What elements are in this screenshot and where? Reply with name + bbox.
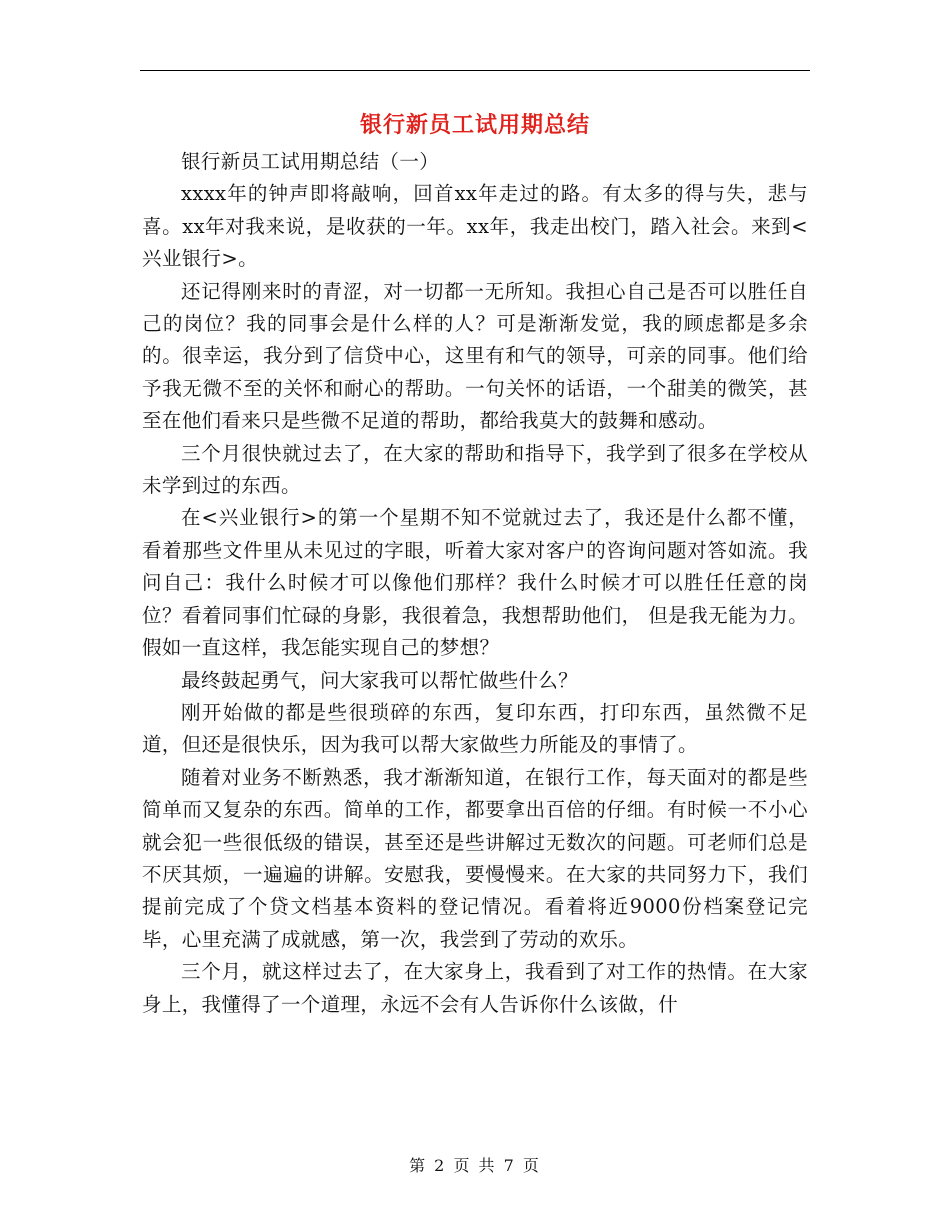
- paragraph: 三个月，就这样过去了，在大家身上，我看到了对工作的热情。在大家身上，我懂得了一个道理，永远不会有人告诉你什么该做，什: [142, 960, 808, 1016]
- document-body: [142, 146, 808, 1021]
- paragraph: 最终鼓起勇气，问大家我可以帮忙做些什么？: [181, 668, 579, 692]
- paragraph: 三个月很快就过去了，在大家的帮助和指导下，我学到了很多在学校从未学到过的东西。: [142, 441, 808, 498]
- header-rule: [140, 70, 810, 71]
- page-number-footer: 第 2 页 共 7 页: [409, 1156, 541, 1175]
- paragraph: 在<兴业银行>的第一个星期不知不觉就过去了，我还是什么都不懂，看着那些文件里从未见过的字眼，听着大家对客户的咨询问题对答如流。我问自己：我什么时候才可以像他们那样？我什么时候才可以胜任任意的岗位？看着同事们忙碌的身影，我很着急，我想帮助他们， 但是我无能为力。假如一直这样，我怎能实现自己的梦想？: [142, 506, 808, 660]
- paragraph: 刚开始做的都是些很琐碎的东西，复印东西，打印东西，虽然微不足道，但还是很快乐，因为我可以帮大家做些力所能及的事情了。: [142, 700, 808, 757]
- paragraph: 银行新员工试用期总结（一）: [181, 150, 440, 173]
- paragraph: 还记得刚来时的青涩，对一切都一无所知。我担心自己是否可以胜任自己的岗位？我的同事会是什么样的人？可是渐渐发觉，我的顾虑都是多余的。很幸运，我分到了信贷中心，这里有和气的领导，可亲的同事。他们给予我无微不至的关怀和耐心的帮助。一句关怀的话语，一个甜美的微笑，甚至在他们看来只是些微不足道的帮助，都给我莫大的鼓舞和感动。: [142, 279, 808, 433]
- paragraph: xxxx年的钟声即将敲响，回首xx年走过的路。有太多的得与失，悲与喜。xx年对我来说，是收获的一年。xx年，我走出校门，踏入社会。来到<兴业银行>。: [142, 182, 808, 271]
- document-title: 银行新员工试用期总结: [359, 112, 590, 138]
- paragraph: 随着对业务不断熟悉，我才渐渐知道，在银行工作，每天面对的都是些简单而又复杂的东西。简单的工作，都要拿出百倍的仔细。有时候一不小心就会犯一些很低级的错误，甚至还是些讲解过无数次的问题。可老师们总是不厌其烦，一遍遍的讲解。安慰我，要慢慢来。在大家的共同努力下，我们提前完成了个贷文档基本资料的登记情况。看着将近9000份档案登记完毕，心里充满了成就感，第一次，我尝到了劳动的欢乐。: [142, 765, 808, 951]
